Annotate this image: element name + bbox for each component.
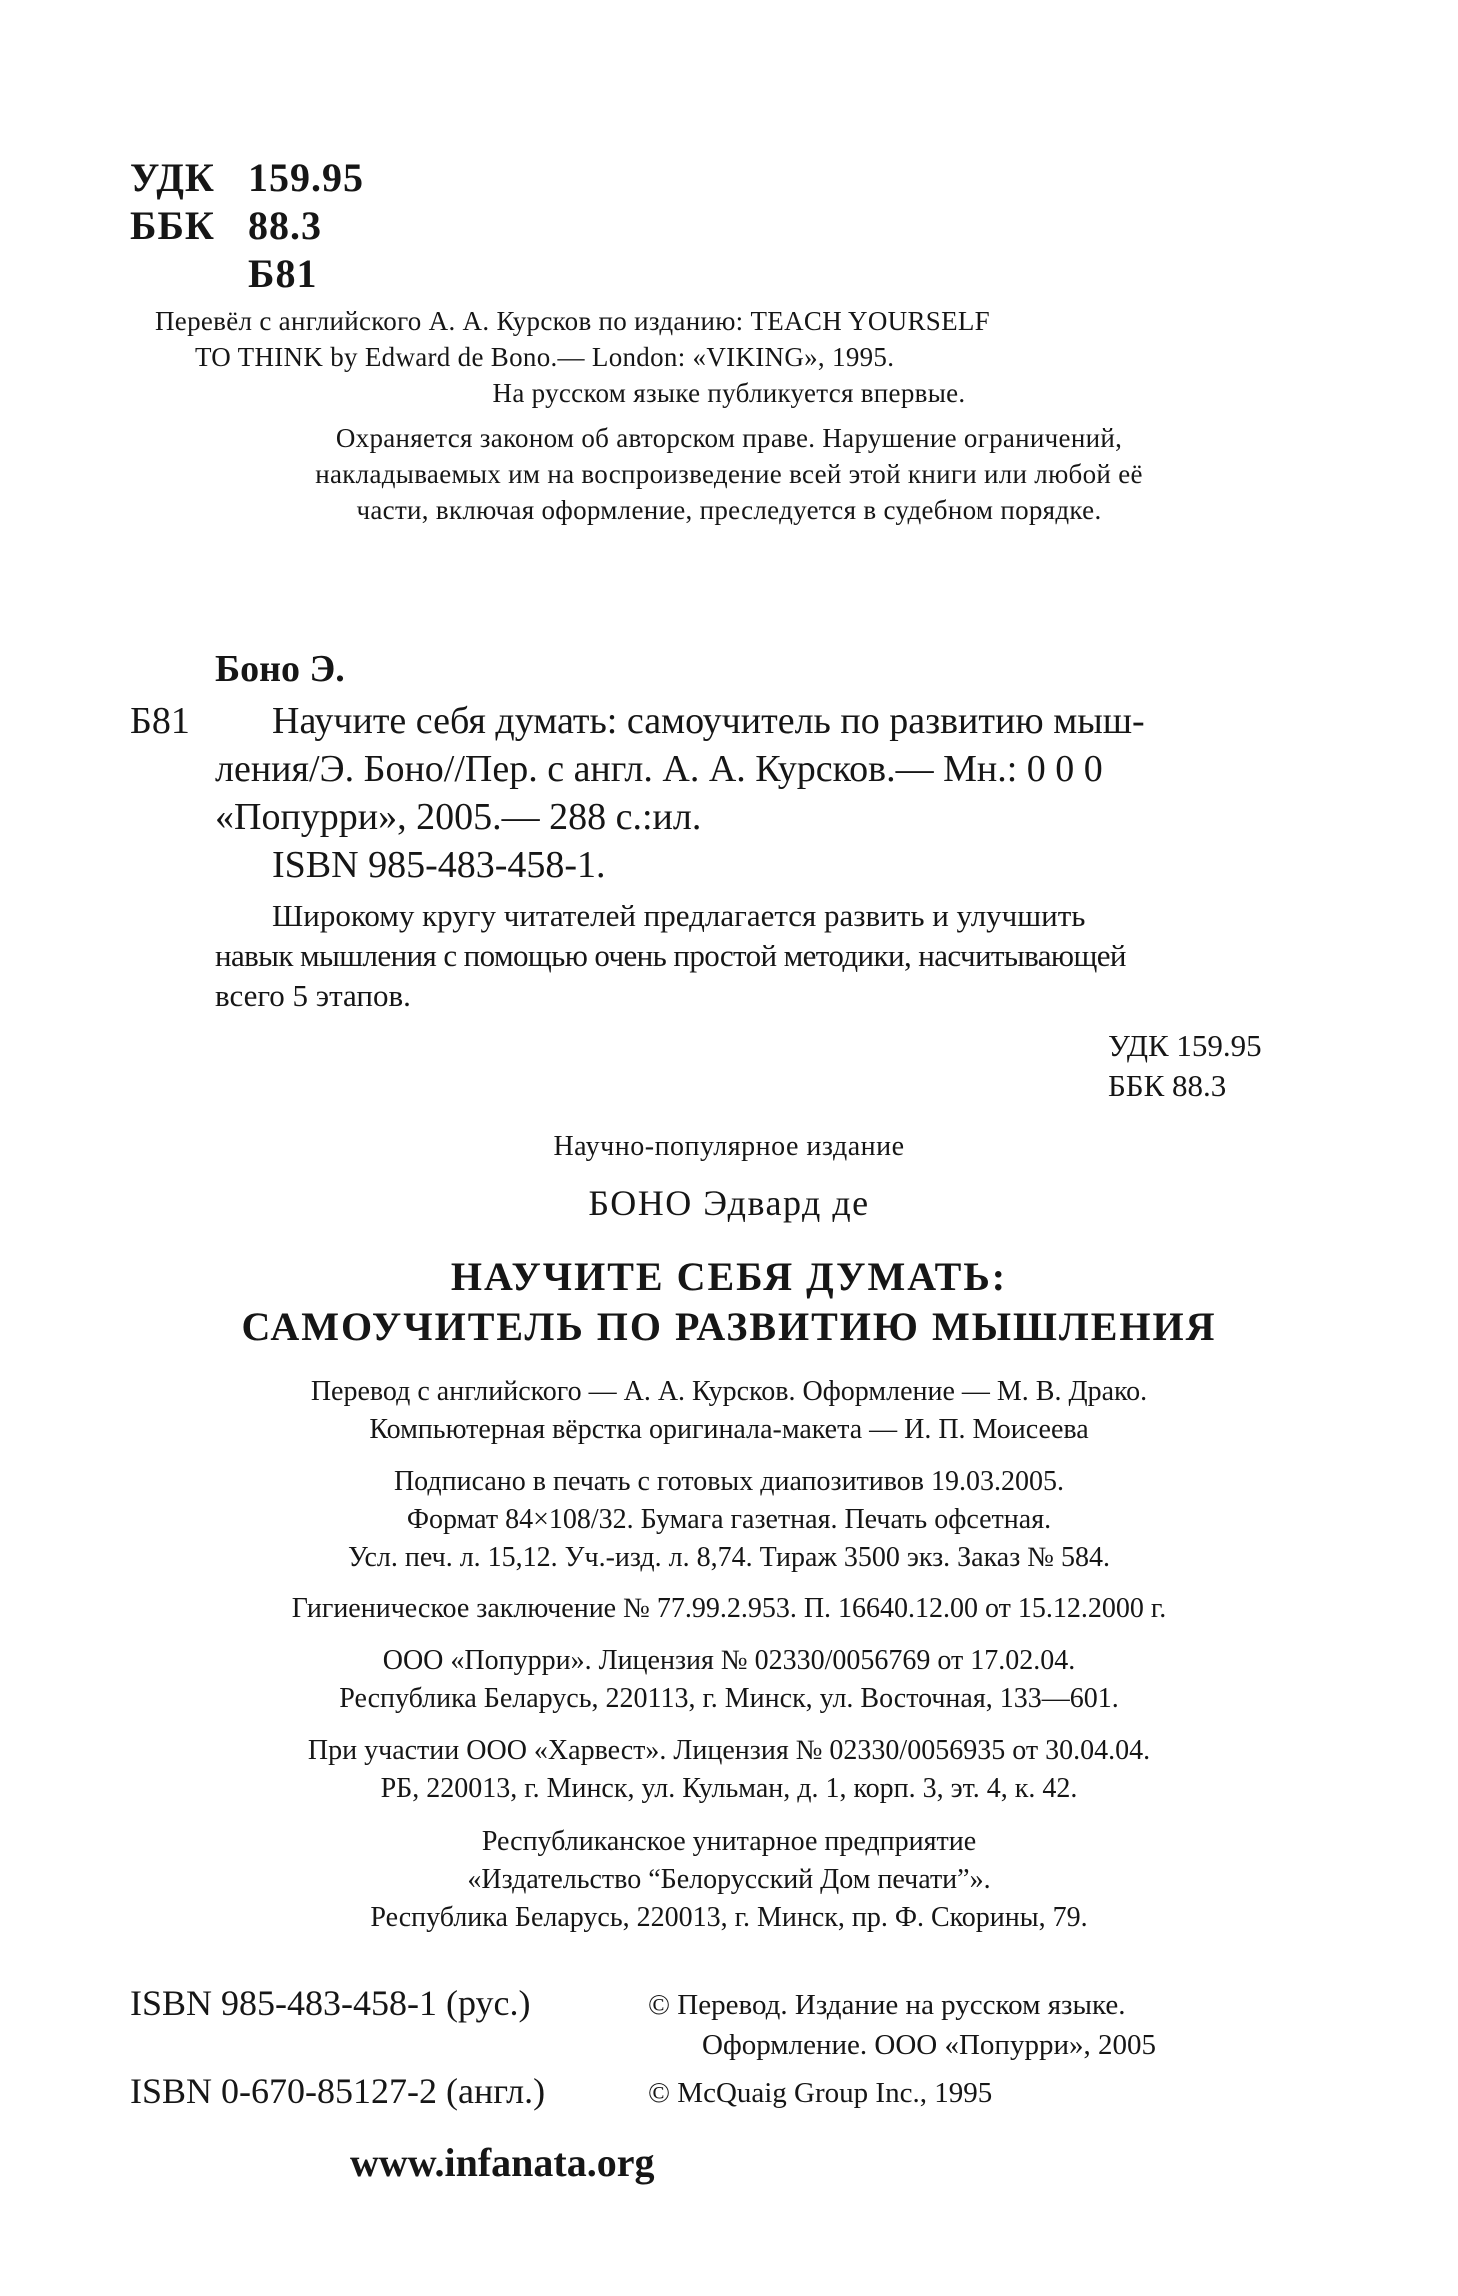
translation-line: TO THINK by Edward de Bono.— London: «VIKING», 1995. <box>195 342 895 372</box>
publisher-line: ООО «Попурри». Лицензия № 02330/0056769 от 17.02.04. <box>382 1645 1076 1676</box>
catalog-isbn: ISBN 985-483-458-1. <box>272 844 606 886</box>
udk-label: УДК <box>130 155 215 200</box>
printer-line: Республиканское унитарное предприятие <box>481 1826 977 1857</box>
copyright-english: © McQuaig Group Inc., 1995 <box>648 2077 993 2109</box>
author-code: Б81 <box>248 251 318 296</box>
genre-label: Научно-популярное издание <box>553 1131 905 1162</box>
printer-line: «Издательство “Белорусский Дом печати”». <box>467 1864 991 1895</box>
bbk-label: ББК <box>130 203 215 248</box>
bbk-line <box>130 203 322 248</box>
catalog-code: Б81 <box>130 700 190 742</box>
copyright-russian: Оформление. ООО «Попурри», 2005 <box>702 2029 1156 2061</box>
print-info-line: Подписано в печать с готовых диапозитивов 19.03.2005. <box>393 1466 1065 1497</box>
printer-line: Республика Беларусь, 220013, г. Минск, пр. Ф. Скорины, 79. <box>370 1902 1088 1933</box>
udk-line <box>130 155 364 200</box>
partner-line: При участии ООО «Харвест». Лицензия № 02330/0056935 от 30.04.04. <box>307 1735 1151 1766</box>
partner-line: РБ, 220013, г. Минск, ул. Кульман, д. 1, корп. 3, эт. 4, к. 42. <box>380 1773 1078 1804</box>
annotation-line: навык мышления с помощью очень простой методики, насчитывающей <box>215 938 1126 973</box>
imprint-author: БОНО Эдвард де <box>588 1183 870 1223</box>
isbn-russian: ISBN 985-483-458-1 (рус.) <box>130 1983 531 2023</box>
catalog-bbk: ББК 88.3 <box>1108 1068 1227 1103</box>
publisher-line: Республика Беларусь, 220113, г. Минск, ул. Восточная, 133—601. <box>339 1683 1119 1714</box>
catalog-udk: УДК 159.95 <box>1108 1028 1262 1063</box>
credits-line: Перевод с английского — А. А. Курсков. Оформление — М. В. Драко. <box>310 1376 1148 1407</box>
credits-line: Компьютерная вёрстка оригинала-макета — И. П. Моисеева <box>369 1414 1089 1445</box>
book-title-line: САМОУЧИТЕЛЬ ПО РАЗВИТИЮ МЫШЛЕНИЯ <box>241 1304 1217 1349</box>
website-link[interactable]: www.infanata.org <box>350 2140 655 2185</box>
copyright-russian: © Перевод. Издание на русском языке. <box>648 1989 1126 2021</box>
udk-value: 159.95 <box>248 155 364 200</box>
copyright-line: части, включая оформление, преследуется в судебном порядке. <box>356 495 1102 525</box>
catalog-line: Научите себя думать: самоучитель по развитию мыш- <box>272 700 1145 742</box>
print-info-line: Усл. печ. л. 15,12. Уч.-изд. л. 8,74. Тираж 3500 экз. Заказ № 584. <box>348 1542 1110 1573</box>
catalog-line: «Попурри», 2005.— 288 с.:ил. <box>215 796 702 838</box>
translation-line: Перевёл с английского А. А. Курсков по изданию: TEACH YOURSELF <box>155 306 990 336</box>
annotation-line: всего 5 этапов. <box>215 978 411 1013</box>
hygiene-line: Гигиеническое заключение № 77.99.2.953. П. 16640.12.00 от 15.12.2000 г. <box>291 1593 1167 1624</box>
translation-line: На русском языке публикуется впервые. <box>492 378 966 408</box>
annotation-line: Широкому кругу читателей предлагается развить и улучшить <box>272 898 1086 933</box>
catalog-line: ления/Э. Боно//Пер. с англ. А. А. Курсков.— Мн.: 0 0 0 <box>215 748 1103 790</box>
copyright-line: накладываемых им на воспроизведение всей этой книги или любой её <box>315 459 1143 489</box>
book-title-line: НАУЧИТЕ СЕБЯ ДУМАТЬ: <box>450 1254 1008 1299</box>
bbk-value: 88.3 <box>248 203 322 248</box>
print-info-line: Формат 84×108/32. Бумага газетная. Печать офсетная. <box>406 1504 1052 1535</box>
catalog-author: Боно Э. <box>215 648 345 690</box>
copyright-line: Охраняется законом об авторском праве. Нарушение ограничений, <box>335 423 1123 453</box>
isbn-english: ISBN 0-670-85127-2 (англ.) <box>130 2071 546 2111</box>
